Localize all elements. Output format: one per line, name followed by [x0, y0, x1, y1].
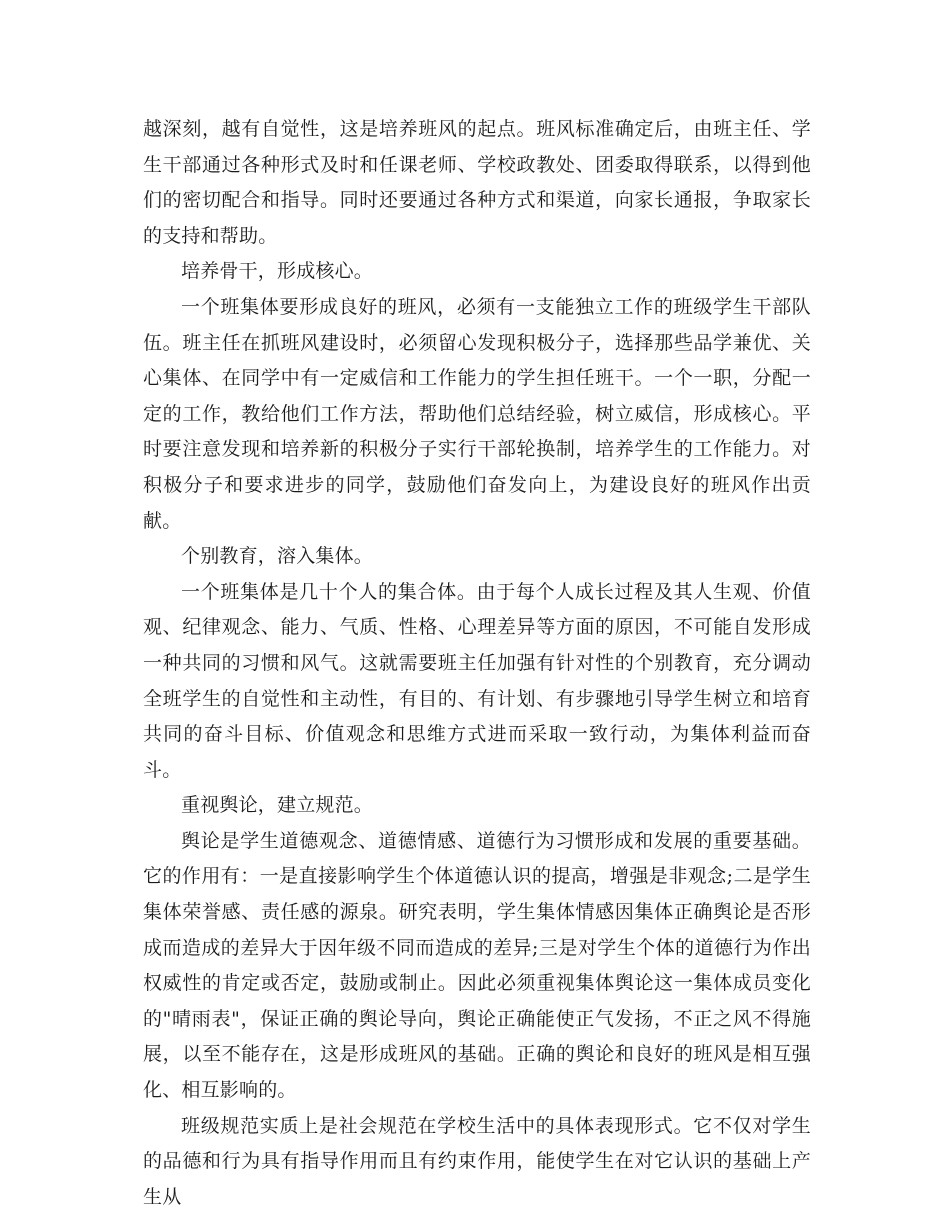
paragraph-backbone: 一个班集体要形成良好的班风，必须有一支能独立工作的班级学生干部队伍。班主任在抓班风建设时，必须留心发现积极分子，选择那些品学兼优、关心集体、在同学中有一定威信和工作能力的学生担任班干。一个一职，分配一定的工作，教给他们工作方法，帮助他们总结经验，树立威信，形成核心。平时要注意发现和培养新的积极分子实行干部轮换制，培养学生的工作能力。对积极分子和要求进步的同学，鼓励他们奋发向上，为建设良好的班风作出贡献。: [143, 295, 811, 532]
paragraph-individual-education: 一个班集体是几十个人的集合体。由于每个人成长过程及其人生观、价值观、纪律观念、能力、气质、性格、心理差异等方面的原因，不可能自发形成一种共同的习惯和风气。这就需要班主任加强有针对性的个别教育，充分调动全班学生的自觉性和主动性，有目的、有计划、有步骤地引导学生树立和培育共同的奋斗目标、价值观念和思维方式进而采取一致行动，为集体利益而奋斗。: [143, 580, 811, 781]
section-heading-public-opinion: 重视舆论，建立规范。: [181, 794, 374, 817]
section-heading-backbone: 培养骨干，形成核心。: [181, 260, 374, 283]
section-heading-individual-education: 个别教育，溶入集体。: [181, 545, 374, 568]
paragraph-public-opinion: 舆论是学生道德观念、道德情感、道德行为习惯形成和发展的重要基础。它的作用有：一是直接影响学生个体道德认识的提高，增强是非观念;二是学生集体荣誉感、责任感的源泉。研究表明，学生集体情感因集体正确舆论是否形成而造成的差异大于因年级不同而造成的差异;三是对学生个体的道德行为作出权威性的肯定或否定，鼓励或制止。因此必须重视集体舆论这一集体成员变化的"晴雨表"，保证正确的舆论导向，舆论正确能使正气发扬，不正之风不得施展，以至不能存在，这是形成班风的基础。正确的舆论和良好的班风是相互强化、相互影响的。: [143, 829, 811, 1102]
paragraph-continuation: 越深刻，越有自觉性，这是培养班风的起点。班风标准确定后，由班主任、学生干部通过各种形式及时和任课老师、学校政教处、团委取得联系，以得到他们的密切配合和指导。同时还要通过各种方式和渠道，向家长通报，争取家长的支持和帮助。: [143, 118, 811, 247]
paragraph-class-norms: 班级规范实质上是社会规范在学校生活中的具体表现形式。它不仅对学生的品德和行为具有指导作用而且有约束作用，能使学生在对它认识的基础上产生从: [143, 1114, 811, 1208]
document-body: [143, 112, 811, 1215]
